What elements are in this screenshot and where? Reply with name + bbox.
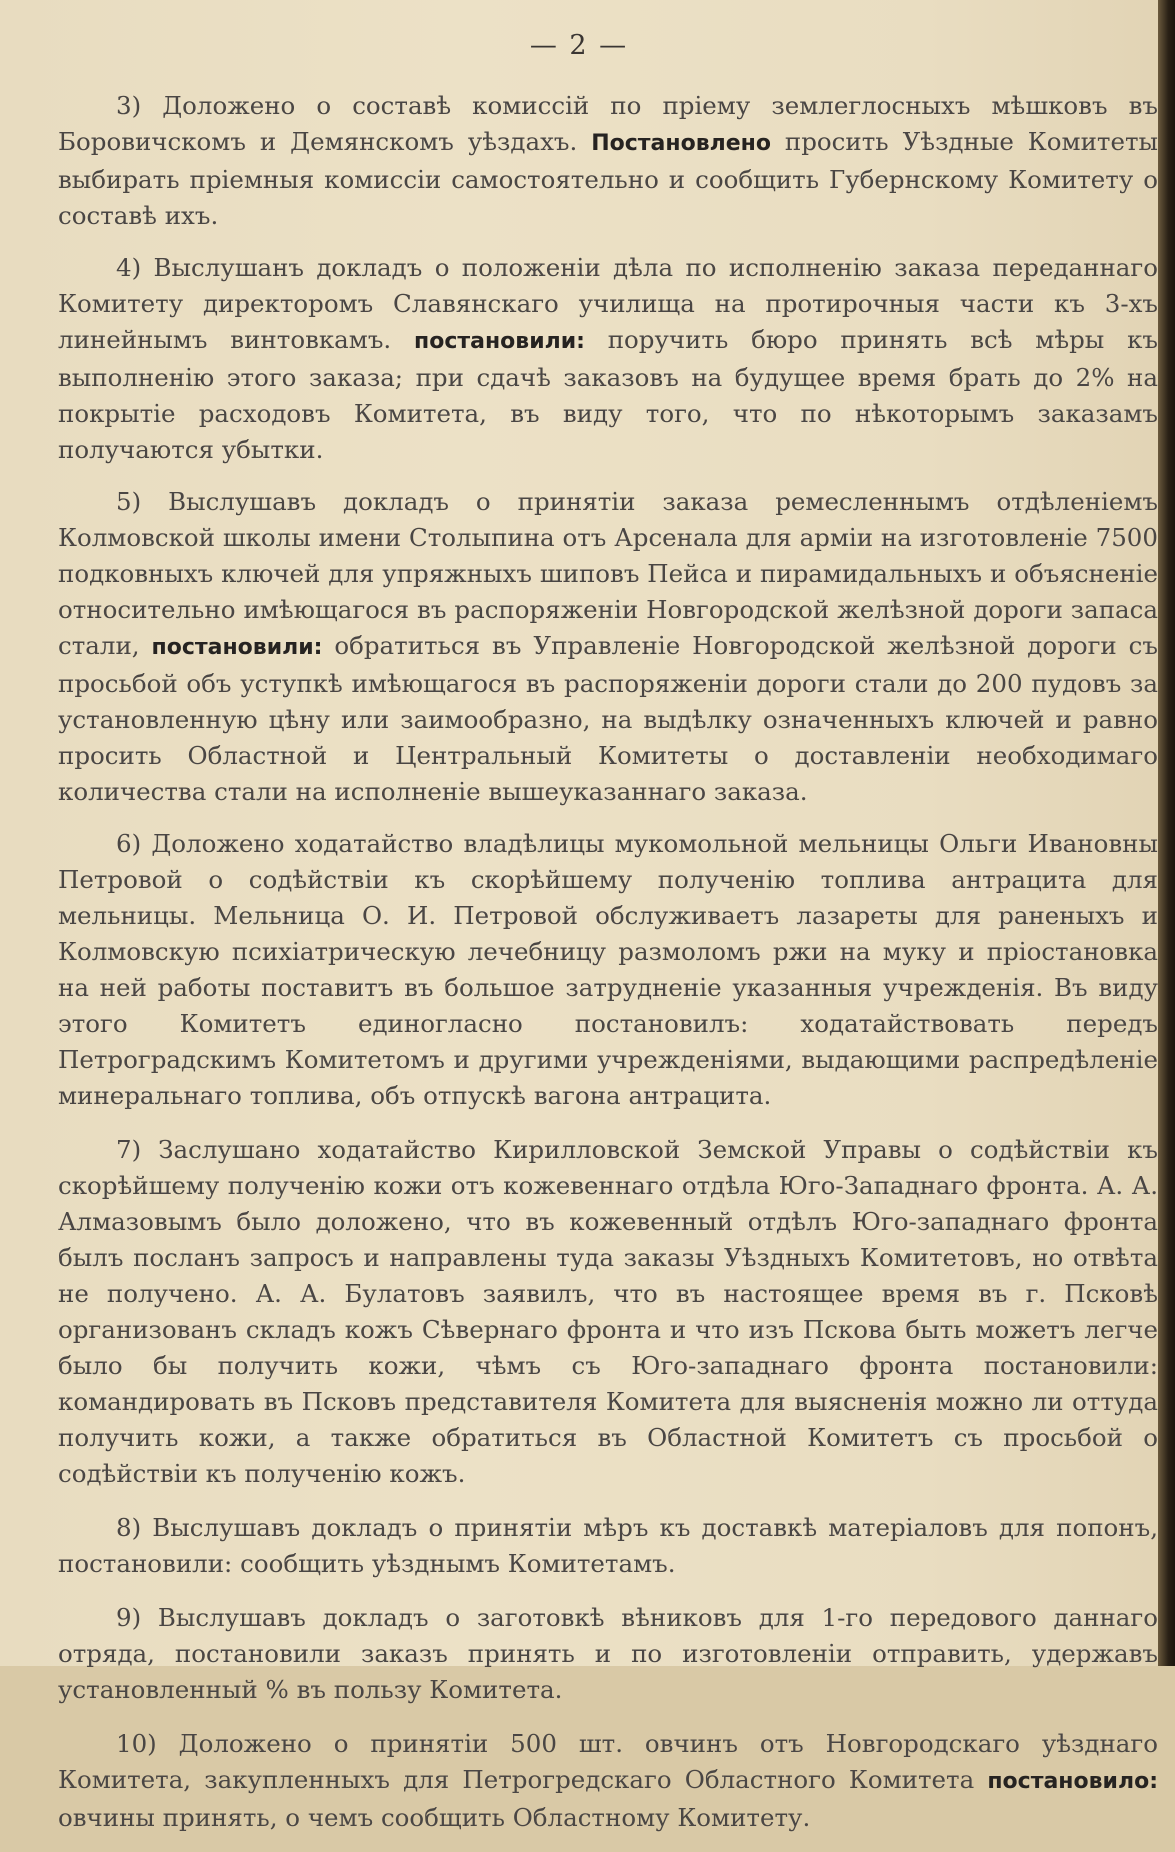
- item-3-paragraph: [58, 88, 1158, 234]
- item-9-paragraph: [58, 1600, 1158, 1710]
- item-5-text: 5) Выслушавъ докладъ о принятіи заказа ремесленнымъ отдѣленіемъ Колмовской школы имени Столыпина отъ Арсенала для арміи на изготовленіе 7500 подковныхъ ключей для упряжныхъ шиповъ Пейса и пирамидальныхъ и объясненіе относительно имѣющагося въ распоряженіи Новгородской желѣзной дороги запаса стали,: [58, 487, 1158, 660]
- item-8-paragraph: [58, 1510, 1158, 1584]
- item-5-paragraph: [58, 484, 1158, 810]
- item-6-paragraph: [58, 826, 1158, 1116]
- book-binding-edge: [1158, 0, 1175, 1666]
- item-3-keyword: Постановлено: [591, 131, 771, 156]
- item-7-text: 7) Заслушано ходатайство Кирилловской Земской Управы о содѣйствіи къ скорѣйшему полученію кожи отъ кожевеннаго отдѣла Юго-Западнаго фронта. А. А. Алмазовымъ было доложено, что въ кожевенный отдѣлъ Юго-западнаго фронта былъ посланъ запросъ и направлены туда заказы Уѣздныхъ Комитетовъ, но отвѣта не получено. А. А. Булатовъ заявилъ, что въ настоящее время въ г. Псковѣ организованъ складъ кожъ Сѣвернаго фронта и что изъ Пскова быть можетъ легче было бы получить кожи, чѣмъ съ Юго-западнаго фронта постановили: командировать въ Псковъ представителя Комитета для выясненія можно ли оттуда получить кожи, а также обратиться въ Областной Комитетъ съ просьбой о содѣйствіи къ полученію кожъ.: [58, 1135, 1158, 1488]
- item-4-keyword: постановили:: [414, 329, 585, 354]
- item-4-paragraph: [58, 250, 1158, 468]
- page-number: — 2 —: [529, 30, 629, 61]
- item-6-text: 6) Доложено ходатайство владѣлицы мукомольной мельницы Ольги Ивановны Петровой о содѣйствіи къ скорѣйшему полученію топлива антрацита для мельницы. Мельница О. И. Петровой обслуживаетъ лазареты для раненыхъ и Колмовскую психіатрическую лечебницу размоломъ ржи на муку и пріостановка на ней работы поставитъ въ большое затрудненіе указанныя учрежденія. Въ виду этого Комитетъ единогласно постановилъ: ходатайствовать передъ Петроградскимъ Комитетомъ и другими учрежденіями, выдающими распредѣленіе минеральнаго топлива, объ отпускѣ вагона антрацита.: [58, 829, 1158, 1110]
- item-8-text: 8) Выслушавъ докладъ о принятіи мѣръ къ доставкѣ матеріаловъ для попонъ, постановили: сообщить уѣзднымъ Комитетамъ.: [58, 1513, 1158, 1578]
- item-3-text-cont: просить Уѣздные Комитеты выбирать пріемныя комиссіи самостоятельно и сообщить Губернскому Комитету о составѣ ихъ.: [58, 127, 1158, 230]
- item-7-paragraph: [58, 1132, 1158, 1494]
- item-3-text: 3) Доложено о составѣ комиссій по пріему землеглосныхъ мѣшковъ въ Боровичскомъ и Демянскомъ уѣздахъ.: [58, 91, 1158, 156]
- item-10-text-cont: овчины принять, о чемъ сообщить Областному Комитету.: [58, 1803, 811, 1832]
- item-10-text: 10) Доложено о принятіи 500 шт. овчинъ отъ Новгородскаго уѣзднаго Комитета, закупленныхъ для Петрогредскаго Областного Комитета: [58, 1729, 1158, 1794]
- item-4-text: 4) Выслушанъ докладъ о положеніи дѣла по исполненію заказа переданнаго Комитету директоромъ Славянскаго училища на протирочныя части къ 3-хъ линейнымъ винтовкамъ.: [58, 253, 1158, 354]
- item-10-paragraph: [58, 1726, 1158, 1836]
- item-4-text-cont: поручить бюро принять всѣ мѣры къ выполненію этого заказа; при сдачѣ заказовъ на будущее время брать до 2% на покрытіе расходовъ Комитета, въ виду того, что по нѣкоторымъ заказамъ получаются убытки.: [58, 325, 1158, 464]
- item-10-keyword: постановило:: [987, 1769, 1158, 1794]
- item-9-text: 9) Выслушавъ докладъ о заготовкѣ вѣниковъ для 1-го передового даннаго отряда, постановили заказъ принять и по изготовленіи отправить, удержавъ установленный % въ пользу Комитета.: [58, 1603, 1158, 1704]
- minutes-body: [58, 88, 1158, 1852]
- item-5-text-cont: обратиться въ Управленіе Новгородской желѣзной дороги съ просьбой объ уступкѣ имѣющагося въ распоряженіи дороги стали до 200 пудовъ за установленную цѣну или заимообразно, на выдѣлку означенныхъ ключей и равно просить Областной и Центральный Комитеты о доставленіи необходимаго количества стали на исполненіе вышеуказаннаго заказа.: [58, 631, 1158, 806]
- item-5-keyword: постановили:: [151, 635, 323, 660]
